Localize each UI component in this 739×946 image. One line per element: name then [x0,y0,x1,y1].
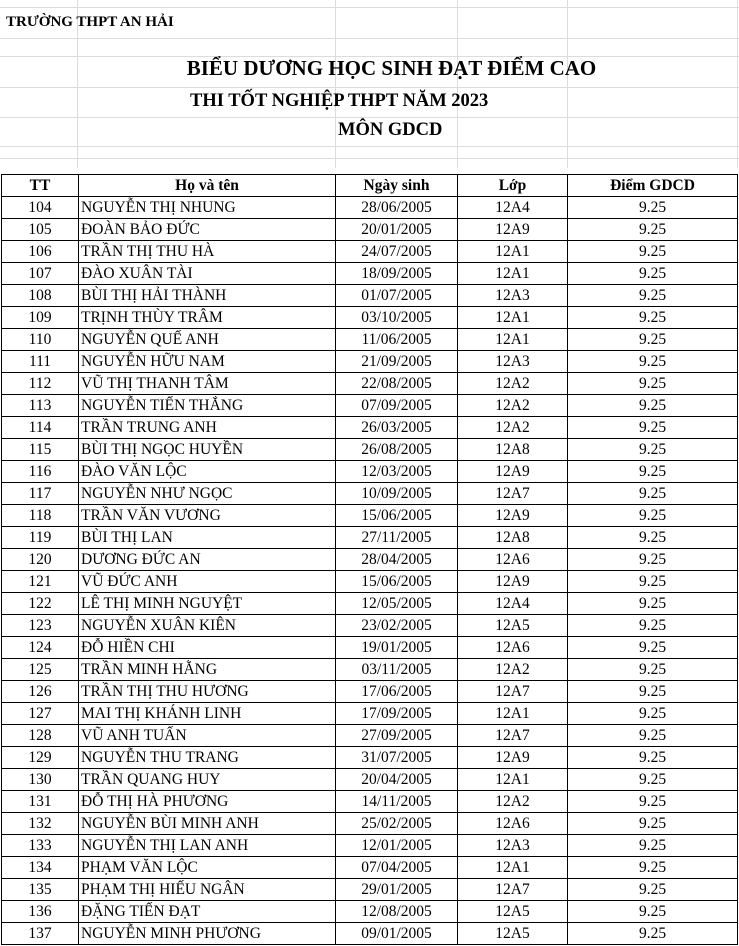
cell-score[interactable]: 9.25 [568,351,738,373]
cell-score[interactable]: 9.25 [568,637,738,659]
table-row [2,637,738,659]
cell-class[interactable]: 12A8 [458,527,568,549]
cell-name[interactable]: BÙI THỊ LAN [79,527,336,549]
cell-dob[interactable]: 24/07/2005 [336,241,458,263]
table-row [2,527,738,549]
table-row [2,329,738,351]
cell-name[interactable]: ĐÀO VĂN LỘC [79,461,336,483]
column-header-dob[interactable]: Ngày sinh [336,175,458,197]
cell-name[interactable]: PHẠM VĂN LỘC [79,857,336,879]
cell-tt[interactable]: 107 [2,263,79,285]
cell-name[interactable]: ĐỖ HIỀN CHI [79,637,336,659]
cell-name[interactable]: ĐẶNG TIẾN ĐẠT [79,901,336,923]
column-header-name[interactable]: Họ và tên [79,175,336,197]
cell-tt[interactable]: 109 [2,307,79,329]
cell-dob[interactable]: 03/11/2005 [336,659,458,681]
cell-name[interactable]: TRẦN THỊ THU HƯƠNG [79,681,336,703]
cell-class[interactable]: 12A7 [458,725,568,747]
table-row [2,483,738,505]
cell-score[interactable]: 9.25 [568,505,738,527]
cell-dob[interactable]: 15/06/2005 [336,505,458,527]
cell-class[interactable]: 12A6 [458,813,568,835]
column-header-score[interactable]: Điểm GDCD [568,175,738,197]
cell-dob[interactable]: 25/02/2005 [336,813,458,835]
cell-dob[interactable]: 01/07/2005 [336,285,458,307]
cell-class[interactable]: 12A9 [458,461,568,483]
table-row [2,659,738,681]
cell-class[interactable]: 12A3 [458,285,568,307]
table-row [2,791,738,813]
cell-class[interactable]: 12A6 [458,549,568,571]
cell-score[interactable]: 9.25 [568,659,738,681]
page-title: BIỂU DƯƠNG HỌC SINH ĐẠT ĐIỂM CAO [186,56,597,80]
table-row [2,219,738,241]
cell-tt[interactable]: 118 [2,505,79,527]
cell-tt[interactable]: 128 [2,725,79,747]
table-header-row [2,175,738,197]
cell-dob[interactable]: 31/07/2005 [336,747,458,769]
cell-dob[interactable]: 18/09/2005 [336,263,458,285]
cell-name[interactable]: LÊ THỊ MINH NGUYỆT [79,593,336,615]
page-subtitle: THI TỐT NGHIỆP THPT NĂM 2023 [190,91,489,111]
cell-dob[interactable]: 07/09/2005 [336,395,458,417]
table-row [2,351,738,373]
cell-class[interactable]: 12A9 [458,219,568,241]
cell-class[interactable]: 12A7 [458,879,568,901]
table-row [2,681,738,703]
table-row [2,549,738,571]
cell-name[interactable]: VŨ ĐỨC ANH [79,571,336,593]
cell-score[interactable]: 9.25 [568,571,738,593]
cell-tt[interactable]: 136 [2,901,79,923]
cell-dob[interactable]: 20/04/2005 [336,769,458,791]
cell-class[interactable]: 12A1 [458,703,568,725]
table-row [2,879,738,901]
cell-name[interactable]: BÙI THỊ HẢI THÀNH [79,285,336,307]
cell-tt[interactable]: 126 [2,681,79,703]
cell-tt[interactable]: 133 [2,835,79,857]
cell-name[interactable]: NGUYỄN MINH PHƯƠNG [79,923,336,945]
table-row [2,505,738,527]
cell-class[interactable]: 12A3 [458,835,568,857]
cell-score[interactable]: 9.25 [568,241,738,263]
cell-dob[interactable]: 07/04/2005 [336,857,458,879]
cell-dob[interactable]: 12/05/2005 [336,593,458,615]
cell-tt[interactable]: 114 [2,417,79,439]
cell-class[interactable]: 12A7 [458,483,568,505]
cell-name[interactable]: PHẠM THỊ HIẾU NGÂN [79,879,336,901]
cell-score[interactable]: 9.25 [568,901,738,923]
table-row [2,593,738,615]
table-row [2,835,738,857]
table-row [2,307,738,329]
cell-name[interactable]: NGUYỄN BÙI MINH ANH [79,813,336,835]
cell-dob[interactable]: 27/09/2005 [336,725,458,747]
cell-score[interactable]: 9.25 [568,395,738,417]
subject-title: MÔN GDCD [338,120,443,140]
cell-dob[interactable]: 29/01/2005 [336,879,458,901]
cell-tt[interactable]: 108 [2,285,79,307]
table-row [2,417,738,439]
cell-dob[interactable]: 20/01/2005 [336,219,458,241]
cell-dob[interactable]: 15/06/2005 [336,571,458,593]
cell-class[interactable]: 12A5 [458,923,568,945]
cell-dob[interactable]: 28/06/2005 [336,197,458,219]
cell-dob[interactable]: 10/09/2005 [336,483,458,505]
cell-class[interactable]: 12A9 [458,571,568,593]
cell-tt[interactable]: 112 [2,373,79,395]
cell-name[interactable]: NGUYỄN TIẾN THẮNG [79,395,336,417]
cell-name[interactable]: ĐOÀN BẢO ĐỨC [79,219,336,241]
cell-class[interactable]: 12A2 [458,659,568,681]
cell-class[interactable]: 12A7 [458,681,568,703]
cell-name[interactable]: MAI THỊ KHÁNH LINH [79,703,336,725]
cell-score[interactable]: 9.25 [568,329,738,351]
cell-class[interactable]: 12A9 [458,505,568,527]
cell-class[interactable]: 12A2 [458,395,568,417]
table-row [2,725,738,747]
table-row [2,857,738,879]
table-row [2,263,738,285]
cell-tt[interactable]: 113 [2,395,79,417]
cell-tt[interactable]: 111 [2,351,79,373]
cell-score[interactable]: 9.25 [568,725,738,747]
cell-class[interactable]: 12A9 [458,747,568,769]
cell-name[interactable]: BÙI THỊ NGỌC HUYỀN [79,439,336,461]
cell-score[interactable]: 9.25 [568,307,738,329]
cell-dob[interactable]: 09/01/2005 [336,923,458,945]
cell-class[interactable]: 12A6 [458,637,568,659]
table-row [2,703,738,725]
cell-tt[interactable]: 132 [2,813,79,835]
cell-dob[interactable]: 27/11/2005 [336,527,458,549]
cell-class[interactable]: 12A1 [458,857,568,879]
cell-score[interactable]: 9.25 [568,461,738,483]
cell-class[interactable]: 12A5 [458,901,568,923]
cell-tt[interactable]: 130 [2,769,79,791]
cell-tt[interactable]: 104 [2,197,79,219]
cell-score[interactable]: 9.25 [568,791,738,813]
cell-score[interactable]: 9.25 [568,703,738,725]
cell-tt[interactable]: 129 [2,747,79,769]
cell-name[interactable]: TRẦN TRUNG ANH [79,417,336,439]
cell-class[interactable]: 12A2 [458,373,568,395]
table-row [2,241,738,263]
table-row [2,373,738,395]
cell-tt[interactable]: 135 [2,879,79,901]
cell-class[interactable]: 12A1 [458,307,568,329]
cell-score[interactable]: 9.25 [568,769,738,791]
cell-dob[interactable]: 14/11/2005 [336,791,458,813]
cell-tt[interactable]: 134 [2,857,79,879]
cell-dob[interactable]: 12/03/2005 [336,461,458,483]
column-header-class[interactable]: Lớp [458,175,568,197]
cell-name[interactable]: NGUYỄN HỮU NAM [79,351,336,373]
cell-name[interactable]: VŨ ANH TUẤN [79,725,336,747]
cell-dob[interactable]: 22/08/2005 [336,373,458,395]
cell-tt[interactable]: 116 [2,461,79,483]
cell-class[interactable]: 12A4 [458,197,568,219]
cell-tt[interactable]: 124 [2,637,79,659]
cell-name[interactable]: TRẦN QUANG HUY [79,769,336,791]
cell-tt[interactable]: 105 [2,219,79,241]
cell-dob[interactable]: 11/06/2005 [336,329,458,351]
cell-tt[interactable]: 120 [2,549,79,571]
cell-tt[interactable]: 131 [2,791,79,813]
table-row [2,571,738,593]
cell-class[interactable]: 12A1 [458,329,568,351]
cell-name[interactable]: NGUYỄN QUẾ ANH [79,329,336,351]
cell-name[interactable]: TRẦN MINH HẰNG [79,659,336,681]
cell-name[interactable]: TRẦN VĂN VƯƠNG [79,505,336,527]
cell-name[interactable]: NGUYỄN XUÂN KIÊN [79,615,336,637]
cell-tt[interactable]: 106 [2,241,79,263]
school-name: TRƯỜNG THPT AN HẢI [6,14,174,30]
cell-score[interactable]: 9.25 [568,857,738,879]
cell-dob[interactable]: 19/01/2005 [336,637,458,659]
table-row [2,747,738,769]
table-row [2,813,738,835]
cell-tt[interactable]: 127 [2,703,79,725]
table-row [2,439,738,461]
cell-tt[interactable]: 110 [2,329,79,351]
cell-dob[interactable]: 12/08/2005 [336,901,458,923]
cell-score[interactable]: 9.25 [568,923,738,945]
cell-tt[interactable]: 115 [2,439,79,461]
cell-dob[interactable]: 03/10/2005 [336,307,458,329]
cell-dob[interactable]: 26/08/2005 [336,439,458,461]
cell-score[interactable]: 9.25 [568,747,738,769]
cell-class[interactable]: 12A1 [458,241,568,263]
cell-class[interactable]: 12A1 [458,263,568,285]
cell-dob[interactable]: 26/03/2005 [336,417,458,439]
cell-name[interactable]: NGUYỄN NHƯ NGỌC [79,483,336,505]
table-row [2,615,738,637]
cell-name[interactable]: DƯƠNG ĐỨC AN [79,549,336,571]
cell-name[interactable]: TRỊNH THÙY TRÂM [79,307,336,329]
table-row [2,285,738,307]
cell-score[interactable]: 9.25 [568,681,738,703]
cell-class[interactable]: 12A2 [458,791,568,813]
table-row [2,197,738,219]
cell-class[interactable]: 12A1 [458,769,568,791]
cell-score[interactable]: 9.25 [568,373,738,395]
students-table [1,174,738,945]
table-row [2,923,738,945]
cell-name[interactable]: ĐÀO XUÂN TÀI [79,263,336,285]
cell-score[interactable]: 9.25 [568,549,738,571]
cell-score[interactable]: 9.25 [568,813,738,835]
cell-score[interactable]: 9.25 [568,835,738,857]
table-row [2,461,738,483]
cell-class[interactable]: 12A5 [458,615,568,637]
cell-name[interactable]: TRẦN THỊ THU HÀ [79,241,336,263]
cell-tt[interactable]: 125 [2,659,79,681]
cell-class[interactable]: 12A2 [458,417,568,439]
cell-dob[interactable]: 17/09/2005 [336,703,458,725]
cell-tt[interactable]: 122 [2,593,79,615]
cell-tt[interactable]: 119 [2,527,79,549]
cell-name[interactable]: NGUYỄN THỊ LAN ANH [79,835,336,857]
cell-class[interactable]: 12A4 [458,593,568,615]
table-row [2,395,738,417]
column-header-tt[interactable]: TT [2,175,79,197]
table-row [2,769,738,791]
cell-name[interactable]: ĐỖ THỊ HÀ PHƯƠNG [79,791,336,813]
cell-tt[interactable]: 117 [2,483,79,505]
cell-name[interactable]: NGUYỄN THỊ NHUNG [79,197,336,219]
cell-score[interactable]: 9.25 [568,263,738,285]
cell-score[interactable]: 9.25 [568,879,738,901]
cell-name[interactable]: VŨ THỊ THANH TÂM [79,373,336,395]
cell-score[interactable]: 9.25 [568,285,738,307]
cell-score[interactable]: 9.25 [568,219,738,241]
cell-dob[interactable]: 12/01/2005 [336,835,458,857]
cell-tt[interactable]: 123 [2,615,79,637]
cell-score[interactable]: 9.25 [568,439,738,461]
cell-score[interactable]: 9.25 [568,197,738,219]
table-row [2,901,738,923]
cell-dob[interactable]: 28/04/2005 [336,549,458,571]
cell-tt[interactable]: 121 [2,571,79,593]
cell-score[interactable]: 9.25 [568,527,738,549]
cell-dob[interactable]: 17/06/2005 [336,681,458,703]
cell-tt[interactable]: 137 [2,923,79,945]
cell-class[interactable]: 12A8 [458,439,568,461]
cell-score[interactable]: 9.25 [568,615,738,637]
cell-name[interactable]: NGUYỄN THU TRANG [79,747,336,769]
cell-score[interactable]: 9.25 [568,483,738,505]
cell-dob[interactable]: 23/02/2005 [336,615,458,637]
cell-score[interactable]: 9.25 [568,417,738,439]
cell-dob[interactable]: 21/09/2005 [336,351,458,373]
cell-class[interactable]: 12A3 [458,351,568,373]
cell-score[interactable]: 9.25 [568,593,738,615]
